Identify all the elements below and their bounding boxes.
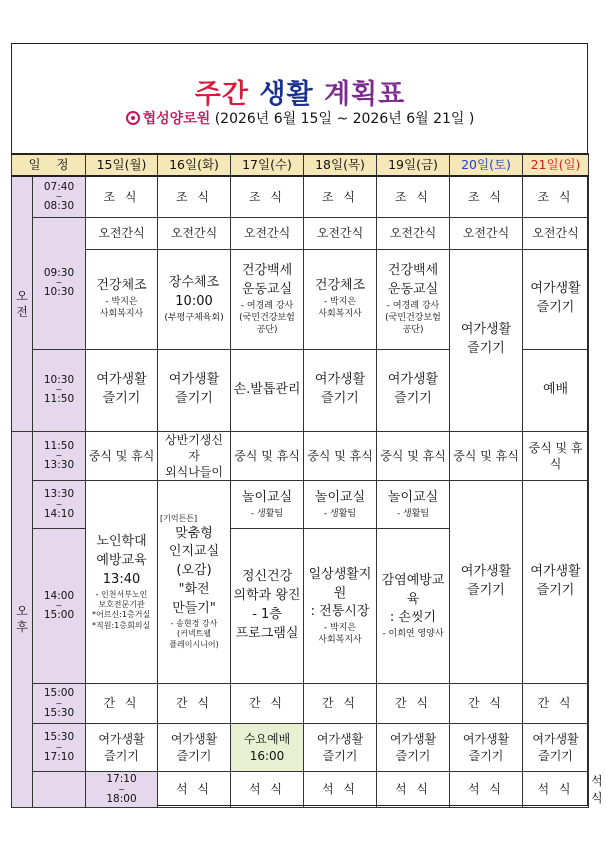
session-empty [33, 772, 86, 808]
dinner-cell: 석 식 [304, 772, 377, 808]
leisure-cell: 여가생활 즐기기 [158, 349, 231, 431]
snack-cell: 간 식 [86, 684, 158, 724]
header-day-thu: 18일(목) [304, 154, 377, 176]
leisure-cell: 여가생활 즐기기 [304, 349, 377, 431]
time-cell: 07:40 ~ 08:30 [33, 176, 86, 217]
lunch-cell: 중식 및 휴식 [86, 431, 158, 481]
leisure-cell: 여가생활 즐기기 [450, 724, 523, 772]
program-fri-pm: 감염예방교육 : 손씻기 - 이희연 영양사 [377, 529, 450, 684]
program-mon-am: 건강체조 - 박지은 사회복지사 [86, 249, 158, 349]
session-pm: 오 후 [12, 431, 33, 808]
dinner-cell: 석 식 [377, 772, 450, 808]
page-title [0, 72, 600, 111]
dinner-cell: 석 식 [158, 772, 231, 808]
snack-cell: 간 식 [523, 684, 589, 724]
session-am: 오 전 [12, 176, 33, 431]
leisure-cell: 여가생활 즐기기 [377, 349, 450, 431]
lunch-cell: 중식 및 휴식 [304, 431, 377, 481]
snack-cell: 간 식 [450, 684, 523, 724]
snack-cell: 간 식 [158, 684, 231, 724]
time-cell: 17:10 ~ 18:00 [86, 772, 158, 808]
row-morning-program [12, 249, 589, 349]
header-day-tue: 16일(화) [158, 154, 231, 176]
lunch-cell: 중식 및 휴식 [231, 431, 304, 481]
play-class-fri: 놀이교실 - 생활팀 [377, 481, 450, 529]
leisure-cell: 여가생활 즐기기 [523, 724, 589, 772]
row-breakfast [12, 176, 589, 217]
program-thu-am: 건강체조 - 박지은 사회복지사 [304, 249, 377, 349]
leisure-sat-am: 여가생활 즐기기 [450, 249, 523, 431]
snack-cell: 오전간식 [86, 217, 158, 249]
row-dinner: 17:10 ~ 18:00 석 식 석 식 석 식 석 식 석 식 석 식 석 식 [12, 772, 589, 808]
header-day-sat: 20일(토) [450, 154, 523, 176]
meal-cell: 조 식 [523, 176, 589, 217]
time-cell: 15:30 ~ 17:10 [33, 724, 86, 772]
leisure-cell: 여가생활 즐기기 [86, 349, 158, 431]
schedule-table [11, 153, 606, 808]
time-cell: 14:00 ~ 15:00 [33, 529, 86, 684]
meal-cell: 조 식 [231, 176, 304, 217]
snack-cell: 간 식 [231, 684, 304, 724]
lunch-cell: 중식 및 휴식 [523, 431, 589, 481]
program-tue-pm: [기억튼튼] 맞춤형 인지교실 (오감) "화전 만들기" - 송현경 강사 (커넥트웰 플레이시니어) [158, 481, 231, 684]
row-play-class [12, 481, 589, 529]
program-wed-am: 건강백세 운동교실 - 여경례 강사 (국민건강보험 공단) [231, 249, 304, 349]
snack-cell: 오전간식 [304, 217, 377, 249]
time-cell: 15:00 ~ 15:30 [33, 684, 86, 724]
snack-cell: 간 식 [304, 684, 377, 724]
leisure-cell: 여가생활 즐기기 [304, 724, 377, 772]
snack-cell: 오전간식 [158, 217, 231, 249]
leisure-sun-am: 여가생활 즐기기 [523, 249, 589, 349]
program-mon-pm: 노인학대 예방교육 13:40 - 인천서부노인 보호전문기관 *어르신:1층거실 *직원:1층회의실 [86, 481, 158, 684]
header-schedule: 일 정 [12, 154, 86, 176]
meal-cell: 조 식 [158, 176, 231, 217]
time-cell: 09:30 ~ 10:30 [33, 217, 86, 349]
time-cell: 11:50 ~ 13:30 [33, 431, 86, 481]
header-day-mon: 15일(월) [86, 154, 158, 176]
row-afternoon-snack [12, 684, 589, 724]
play-class-thu: 놀이교실 - 생활팀 [304, 481, 377, 529]
program-thu-pm: 일상생활지원 : 전통시장 - 박지은 사회복지사 [304, 529, 377, 684]
lunch-cell: 중식 및 휴식 [377, 431, 450, 481]
snack-cell: 오전간식 [231, 217, 304, 249]
row-lunch [12, 431, 589, 481]
subtitle [0, 108, 600, 128]
title-word-life: 생활 [259, 79, 314, 110]
program-wed-pm: 정신건강 의학과 왕진 - 1층 프로그램실 [231, 529, 304, 684]
dinner-cell: 석 식 [523, 772, 589, 808]
snack-cell: 오전간식 [377, 217, 450, 249]
worship-sun: 예배 [523, 349, 589, 431]
program-fri-am: 건강백세 운동교실 - 여경례 강사 (국민건강보험 공단) [377, 249, 450, 349]
lunch-cell: 중식 및 휴식 [450, 431, 523, 481]
row-morning-snack [12, 217, 589, 249]
dinner-cell: 석 식 [450, 772, 523, 808]
org-name: 협성양로원 [142, 111, 211, 127]
nail-care-cell: 손.발톱관리 [231, 349, 304, 431]
snack-cell: 간 식 [377, 684, 450, 724]
header-day-fri: 19일(금) [377, 154, 450, 176]
leisure-cell: 여가생활 즐기기 [158, 724, 231, 772]
title-word-plan: 계획표 [323, 79, 406, 110]
meal-cell: 조 식 [377, 176, 450, 217]
period-text: (2026년 6월 15일 ~ 2026년 6월 21일 ) [214, 111, 475, 127]
leisure-sun-pm: 여가생활 즐기기 [523, 481, 589, 684]
title-word-weekly: 주간 [194, 79, 249, 110]
header-day-sun: 21일(일) [523, 154, 589, 176]
play-class-wed: 놀이교실 - 생활팀 [231, 481, 304, 529]
row-late-afternoon [12, 724, 589, 772]
wednesday-worship-cell: 수요예배 16:00 [231, 724, 304, 772]
program-tue-am: 장수체조 10:00 (부평구체육회) [158, 249, 231, 349]
header-day-wed: 17일(수) [231, 154, 304, 176]
leisure-sat-pm: 여가생활 즐기기 [450, 481, 523, 684]
birthday-outing-cell: 상반기생신자 외식나들이 [158, 431, 231, 481]
leisure-cell: 여가생활 즐기기 [86, 724, 158, 772]
snack-cell: 오전간식 [523, 217, 589, 249]
meal-cell: 조 식 [86, 176, 158, 217]
org-logo-icon [126, 111, 140, 125]
leisure-cell: 여가생활 즐기기 [377, 724, 450, 772]
time-cell: 13:30 ~ 14:10 [33, 481, 86, 529]
header-row [12, 154, 589, 176]
dinner-cell: 석 식 [231, 772, 304, 808]
meal-cell: 조 식 [304, 176, 377, 217]
time-cell: 10:30 ~ 11:50 [33, 349, 86, 431]
meal-cell: 조 식 [450, 176, 523, 217]
snack-cell: 오전간식 [450, 217, 523, 249]
